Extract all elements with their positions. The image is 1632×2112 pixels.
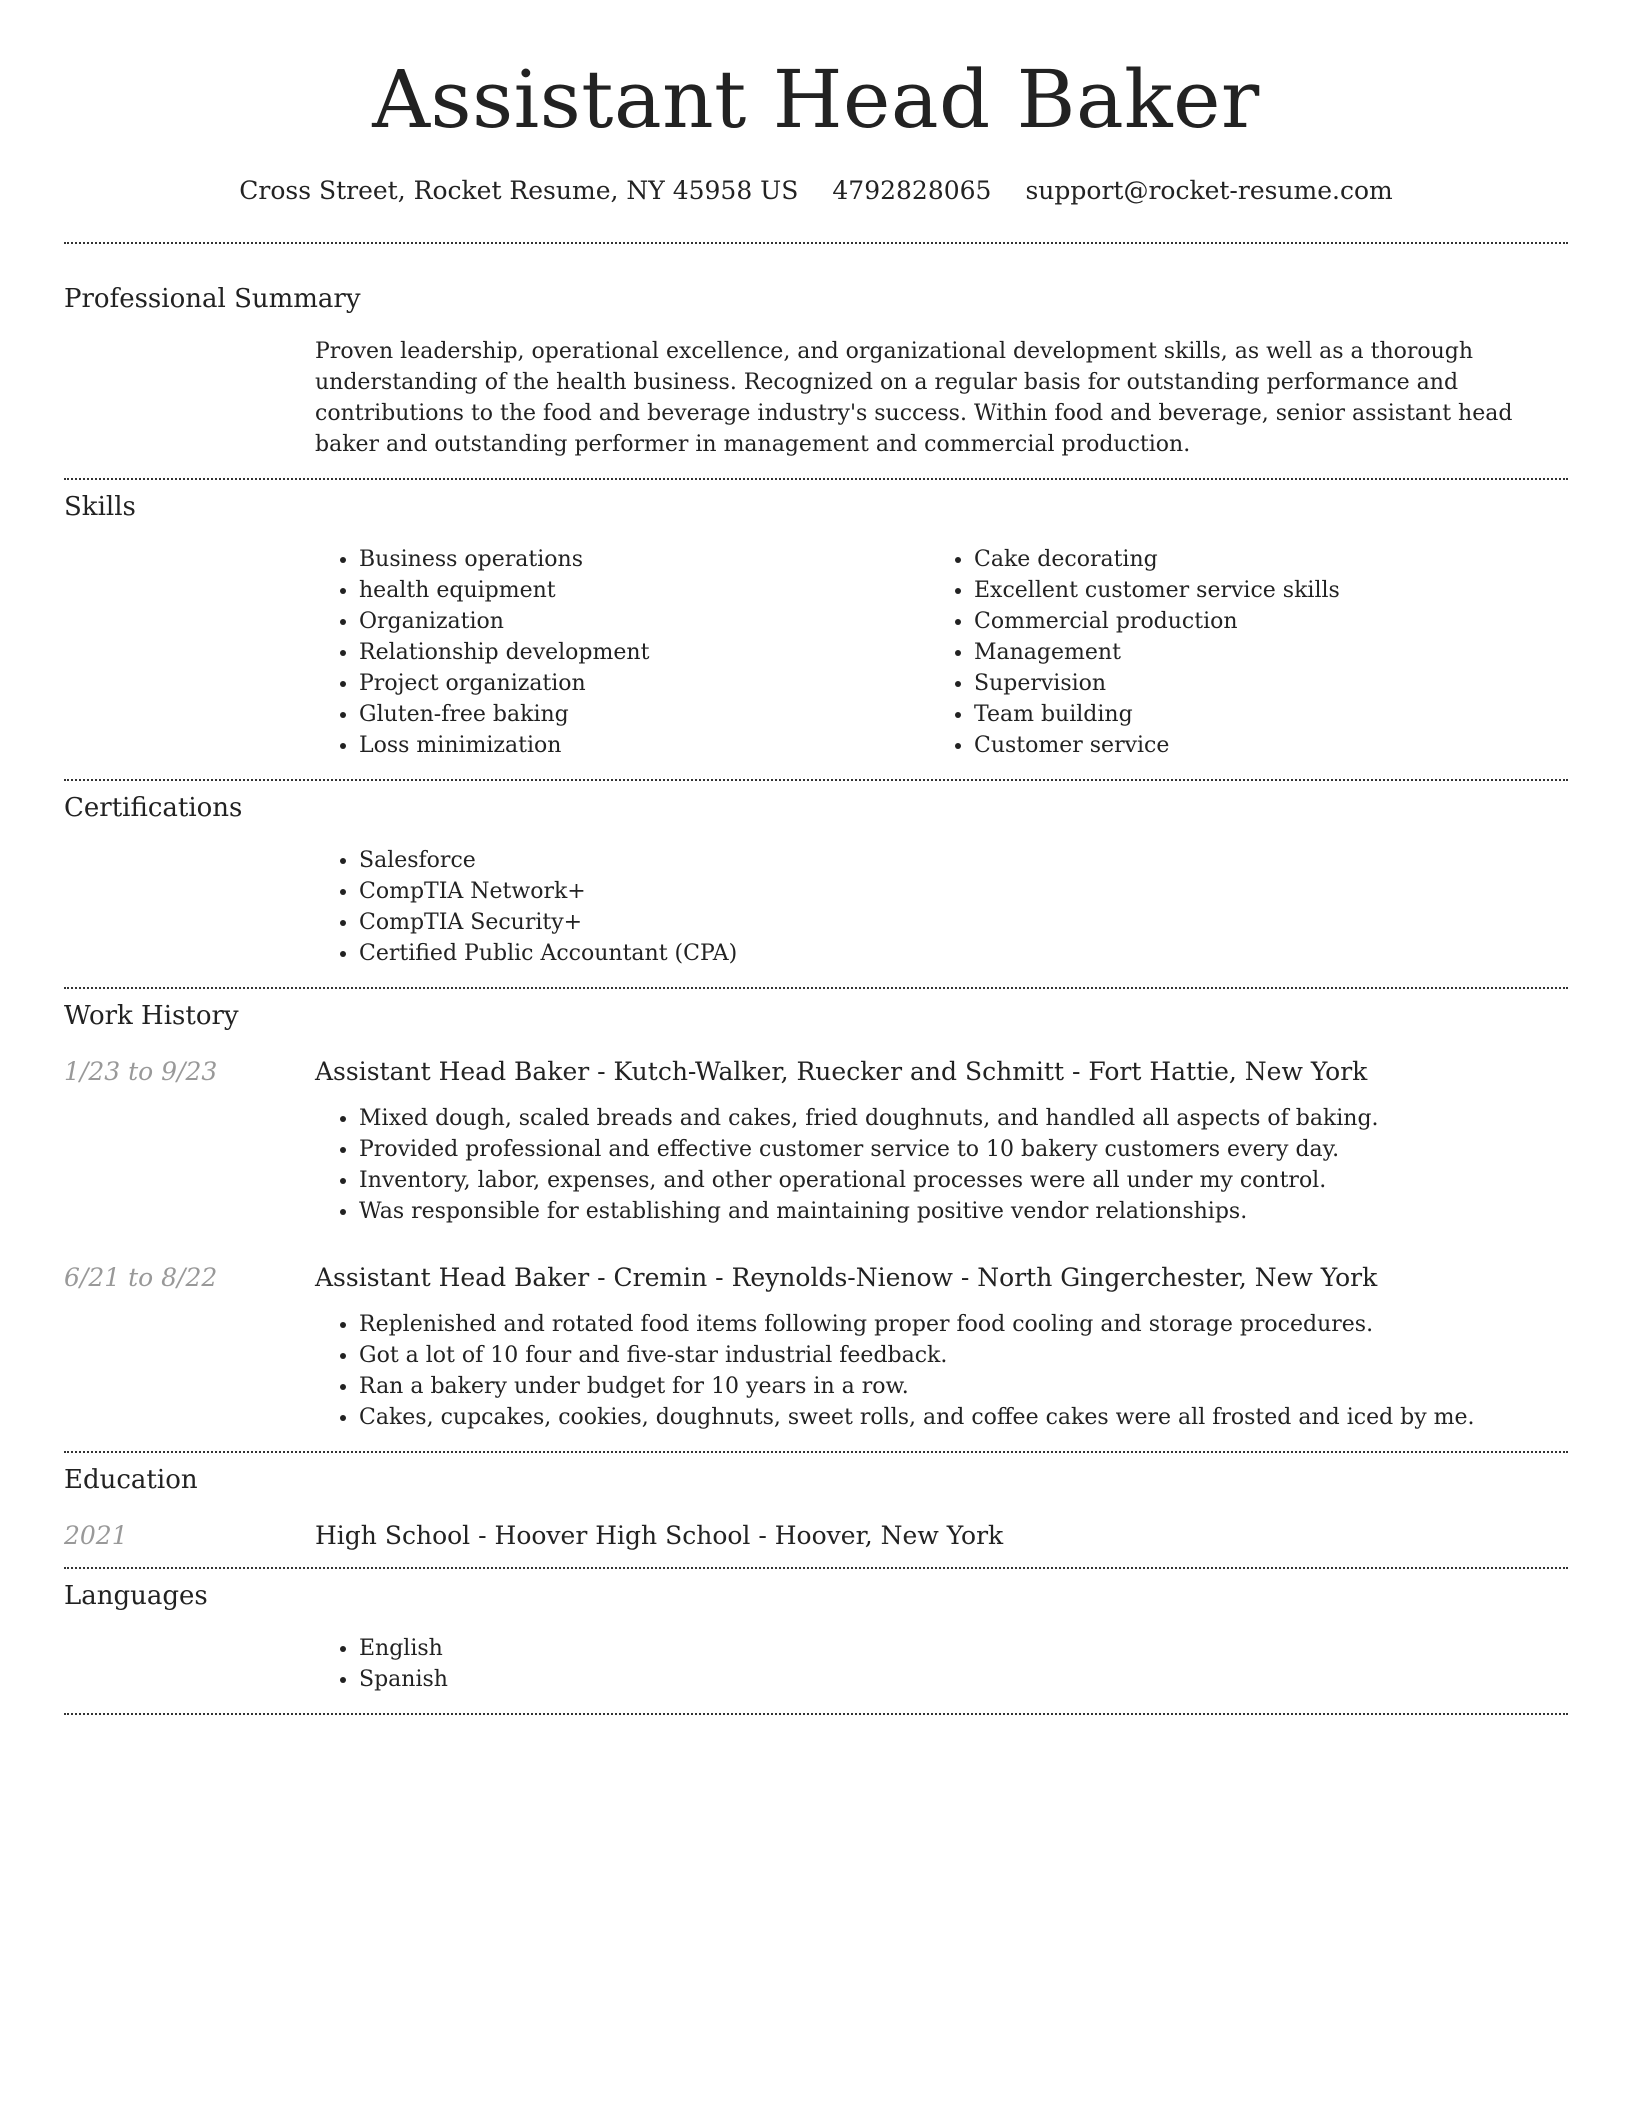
skill-item: • Project organization xyxy=(359,668,930,699)
skills-columns xyxy=(315,544,1568,761)
language-item: • English xyxy=(359,1633,1568,1664)
education-year: 2021 xyxy=(64,1521,128,1550)
skill-item: • Team building xyxy=(974,699,1545,730)
contact-email: support@rocket-resume.com xyxy=(1025,176,1393,205)
job-bullet: • Mixed dough, scaled breads and cakes, fried doughnuts, and handled all aspects of baking. xyxy=(359,1103,1568,1134)
job-bullet: • Cakes, cupcakes, cookies, doughnuts, sweet rolls, and coffee cakes were all frosted and iced by me. xyxy=(359,1402,1568,1433)
job-dates: 1/23 to 9/23 xyxy=(64,1057,218,1086)
certifications-heading: Certifications xyxy=(64,793,243,823)
skills-section xyxy=(64,480,1568,761)
work-section xyxy=(64,989,1568,1433)
language-item: • Spanish xyxy=(359,1664,1568,1695)
certifications-list xyxy=(315,845,1568,969)
summary-text: Proven leadership, operational excellence, and organizational development skills, as well as a thorough understanding of the health business. Recognized on a regular basis for outstanding performance and contributions to the food and beverage industry's success. Within food and beverage, senior assistant head baker and outstanding performer in management and commercial production. xyxy=(315,339,1513,457)
contact-address: Cross Street, Rocket Resume, NY 45958 US xyxy=(239,176,799,205)
languages-heading: Languages xyxy=(64,1581,208,1611)
job-bullet: • Got a lot of 10 four and five-star industrial feedback. xyxy=(359,1340,1568,1371)
skills-heading: Skills xyxy=(64,492,136,522)
certification-item: • CompTIA Security+ xyxy=(359,907,1568,938)
certification-item: • Certified Public Accountant (CPA) xyxy=(359,938,1568,969)
job-bullet: • Was responsible for establishing and maintaining positive vendor relationships. xyxy=(359,1196,1568,1227)
job-bullet: • Provided professional and effective customer service to 10 bakery customers every day. xyxy=(359,1134,1568,1165)
job-bullet: • Replenished and rotated food items following proper food cooling and storage procedures. xyxy=(359,1309,1568,1340)
skill-item: • health equipment xyxy=(359,575,930,606)
work-heading: Work History xyxy=(64,1001,239,1031)
skill-item: • Commercial production xyxy=(974,606,1545,637)
job-dates: 6/21 to 8/22 xyxy=(64,1263,218,1292)
education-entry xyxy=(64,1519,1568,1553)
skill-item: • Cake decorating xyxy=(974,544,1545,575)
education-title: High School - Hoover High School - Hoover, New York xyxy=(315,1521,1004,1550)
job-header xyxy=(64,1261,1568,1295)
skill-item: • Business operations xyxy=(359,544,930,575)
languages-section xyxy=(64,1569,1568,1695)
job-bullets xyxy=(315,1309,1568,1433)
languages-list xyxy=(315,1633,1568,1695)
job-title: Assistant Head Baker - Kutch-Walker, Ruecker and Schmitt - Fort Hattie, New York xyxy=(315,1057,1368,1086)
job-bullet: • Inventory, labor, expenses, and other operational processes were all under my control. xyxy=(359,1165,1568,1196)
skill-item: • Gluten-free baking xyxy=(359,699,930,730)
skill-item: • Loss minimization xyxy=(359,730,930,761)
education-heading: Education xyxy=(64,1465,198,1495)
job-header xyxy=(64,1055,1568,1089)
job-bullets xyxy=(315,1103,1568,1227)
contact-phone: 4792828065 xyxy=(832,176,992,205)
skill-item: • Relationship development xyxy=(359,637,930,668)
certification-item: • Salesforce xyxy=(359,845,1568,876)
summary-heading: Professional Summary xyxy=(64,284,361,314)
skill-item: • Organization xyxy=(359,606,930,637)
summary-section xyxy=(64,244,1568,460)
contact-line xyxy=(64,174,1568,208)
job-title: Assistant Head Baker - Cremin - Reynolds-Nienow - North Gingerchester, New York xyxy=(315,1263,1378,1292)
resume-name: Assistant Head Baker xyxy=(372,53,1260,146)
skill-item: • Excellent customer service skills xyxy=(974,575,1545,606)
job-bullet: • Ran a bakery under budget for 10 years in a row. xyxy=(359,1371,1568,1402)
skill-item: • Customer service xyxy=(974,730,1545,761)
skill-item: • Management xyxy=(974,637,1545,668)
job-entry xyxy=(64,1261,1568,1433)
job-entry xyxy=(64,1055,1568,1227)
skill-item: • Supervision xyxy=(974,668,1545,699)
certifications-section xyxy=(64,781,1568,969)
skills-list-left xyxy=(315,544,930,761)
certification-item: • CompTIA Network+ xyxy=(359,876,1568,907)
languages-divider xyxy=(64,1713,1568,1715)
skills-list-right xyxy=(930,544,1545,761)
education-section xyxy=(64,1453,1568,1553)
